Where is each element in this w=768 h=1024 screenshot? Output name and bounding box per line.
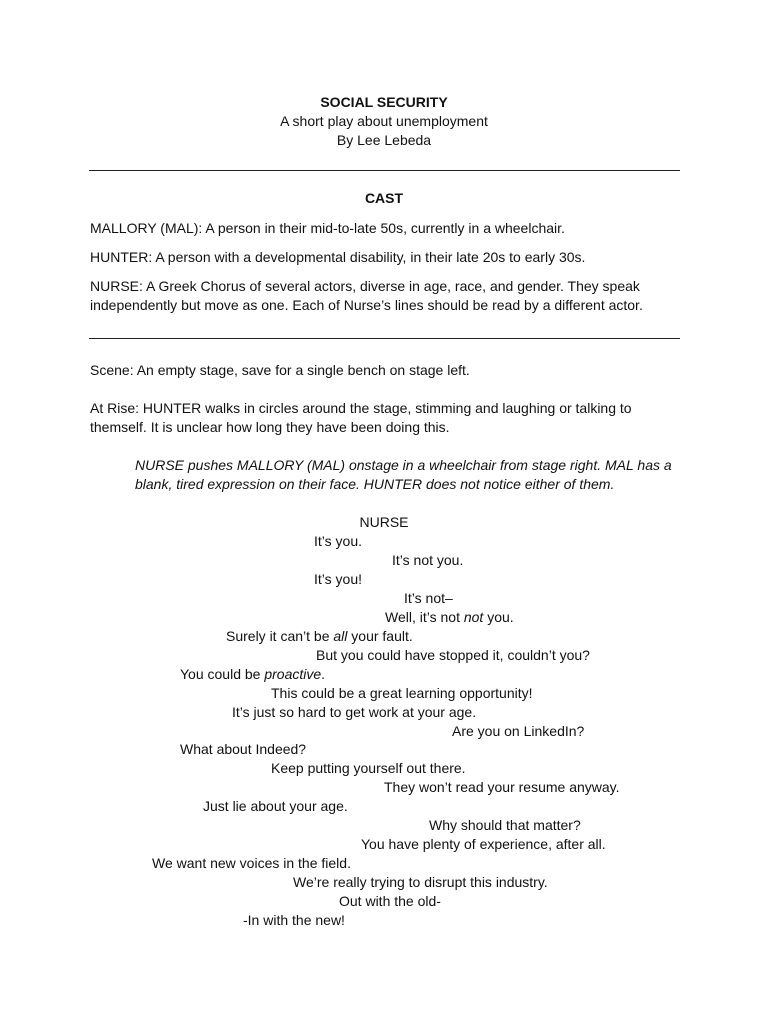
divider-bottom — [89, 338, 680, 339]
dialogue-line: Just lie about your age. — [203, 798, 348, 814]
stage-direction-line-1: NURSE pushes MALLORY (MAL) onstage in a wheelchair from stage right. MAL has a — [135, 457, 672, 473]
scene-setting: Scene: An empty stage, save for a single bench on stage left. — [90, 362, 470, 378]
dialogue-line: Out with the old- — [339, 893, 441, 909]
dialogue-line: It’s just so hard to get work at your age. — [232, 704, 477, 720]
at-rise-line-1: At Rise: HUNTER walks in circles around the stage, stimming and laughing or talking to — [90, 400, 632, 416]
dialogue-line: Surely it can’t be all your fault. — [226, 628, 413, 644]
speaker-name: NURSE — [359, 514, 409, 530]
cast-nurse-line-1: NURSE: A Greek Chorus of several actors, diverse in age, race, and gender. They speak — [90, 278, 640, 294]
dialogue-line: -In with the new! — [243, 912, 345, 928]
divider-top — [89, 170, 680, 171]
at-rise-line-2: themself. It is unclear how long they have been doing this. — [90, 419, 450, 435]
dialogue-line: We want new voices in the field. — [152, 855, 351, 871]
play-subtitle: A short play about unemployment — [280, 113, 488, 129]
dialogue-line: But you could have stopped it, couldn’t you? — [316, 647, 590, 663]
cast-hunter: HUNTER: A person with a developmental disability, in their late 20s to early 30s. — [90, 249, 586, 265]
dialogue-line: Why should that matter? — [429, 817, 581, 833]
dialogue-line: Keep putting yourself out there. — [271, 760, 466, 776]
dialogue-line: It’s not you. — [392, 552, 464, 568]
dialogue-line: They won’t read your resume anyway. — [384, 779, 620, 795]
dialogue-line: Are you on LinkedIn? — [452, 723, 585, 739]
play-byline: By Lee Lebeda — [336, 132, 432, 148]
cast-nurse-line-2: independently but move as one. Each of Nurse’s lines should be read by a different actor. — [90, 297, 643, 313]
dialogue-line: You have plenty of experience, after all. — [361, 836, 606, 852]
dialogue-line: It’s you! — [314, 571, 362, 587]
stage-direction-line-2: blank, tired expression on their face. HUNTER does not notice either of them. — [135, 476, 615, 492]
dialogue-line: What about Indeed? — [180, 741, 307, 757]
play-title: SOCIAL SECURITY — [320, 94, 448, 110]
dialogue-line: We’re really trying to disrupt this industry. — [293, 874, 548, 890]
cast-mallory: MALLORY (MAL): A person in their mid-to-late 50s, currently in a wheelchair. — [90, 220, 565, 236]
dialogue-line: You could be proactive. — [180, 666, 326, 682]
cast-heading: CAST — [364, 190, 404, 206]
dialogue-line: Well, it’s not not you. — [385, 609, 514, 625]
dialogue-line: It’s not– — [404, 590, 453, 606]
dialogue-line: This could be a great learning opportunity! — [271, 685, 533, 701]
dialogue-line: It’s you. — [314, 533, 362, 549]
